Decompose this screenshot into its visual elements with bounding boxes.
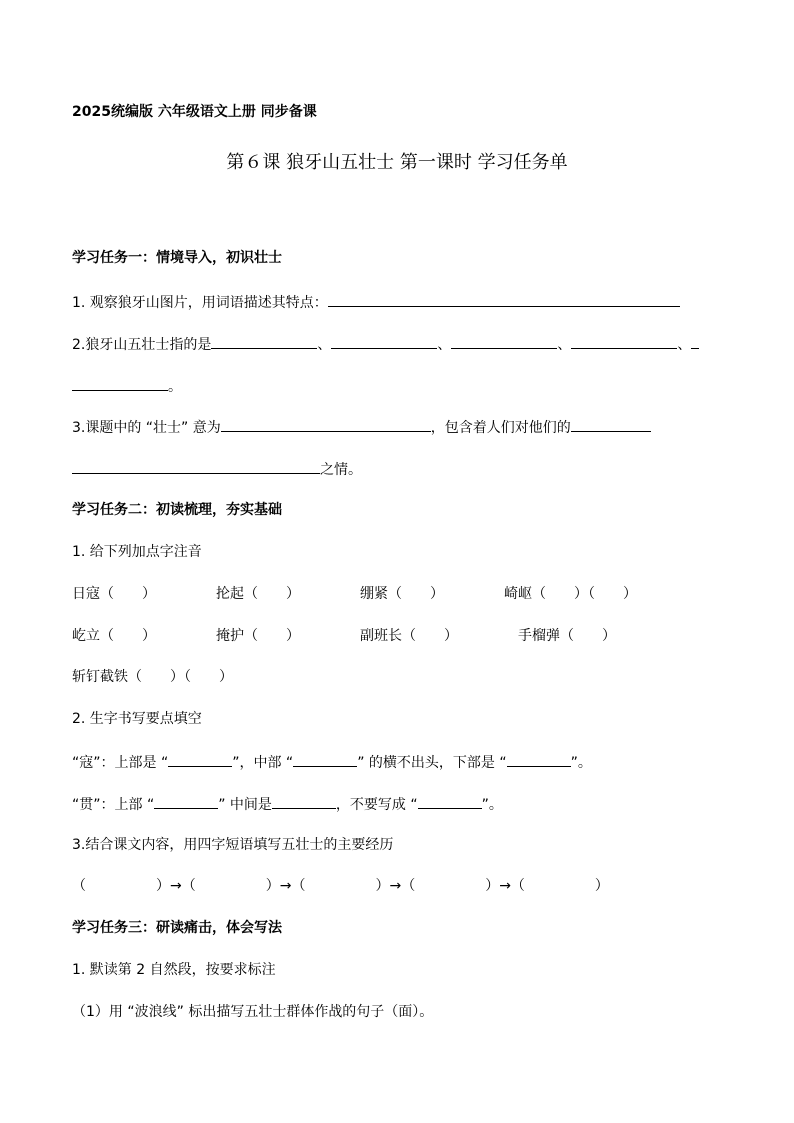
answer-blank[interactable] — [331, 333, 437, 349]
answer-blank[interactable] — [571, 333, 677, 349]
kou-text-d: ”。 — [570, 755, 592, 771]
guan-text-b: ” 中间是 — [218, 797, 272, 813]
task1-q2-cont — [72, 375, 182, 397]
task3-heading: 学习任务三：研读痛击，体会写法 — [72, 920, 282, 936]
answer-blank[interactable] — [168, 751, 232, 767]
answer-blank[interactable] — [451, 333, 557, 349]
period: 。 — [168, 379, 182, 395]
task1-q1 — [72, 291, 680, 313]
task2-row3-item: 斩钉截铁（ ）（ ） — [72, 669, 233, 685]
task1-q2 — [72, 333, 699, 355]
answer-blank[interactable] — [272, 793, 336, 809]
task1-q3-pre: 3.课题中的 “壮士” 意为 — [72, 420, 221, 436]
task2-row1-item: 崎岖（ ）（ ） — [504, 586, 637, 602]
task2-guan — [72, 793, 503, 815]
task2-heading: 学习任务二：初读梳理，夯实基础 — [72, 502, 282, 518]
answer-blank[interactable] — [154, 793, 218, 809]
task1-q3 — [72, 416, 651, 438]
answer-blank[interactable] — [418, 793, 482, 809]
guan-text-d: ”。 — [481, 797, 503, 813]
answer-blank[interactable] — [571, 416, 651, 432]
task1-q3-cont — [72, 458, 362, 480]
separator: 、 — [557, 337, 572, 353]
task2-row1-item: 日寇（ ） — [72, 586, 156, 602]
doc-header: 2025统编版 六年级语文上册 同步备课 — [72, 104, 317, 120]
task2-q1: 1. 给下列加点字注音 — [72, 544, 202, 560]
task2-row1-item: 抡起（ ） — [216, 586, 300, 602]
guan-text-a: “贯”：上部 “ — [72, 797, 155, 813]
task1-heading: 学习任务一：情境导入，初识壮士 — [72, 250, 282, 266]
task2-row1-item: 绷紧（ ） — [360, 586, 444, 602]
task1-q3-mid: ，包含着人们对他们的 — [430, 420, 571, 436]
answer-blank[interactable] — [221, 416, 431, 432]
page-title: 第６课 狼牙山五壮士 第一课时 学习任务单 — [226, 152, 568, 173]
kou-text-c: ” 的横不出头，下部是 “ — [357, 755, 507, 771]
experience-flow: （ ）→（ ）→（ ）→（ ）→（ ） — [72, 878, 609, 894]
separator: 、 — [677, 337, 692, 353]
task3-q1a: （1）用 “波浪线” 标出描写五壮士群体作战的句子（面）。 — [72, 1004, 434, 1020]
task2-row2-item: 手榴弹（ ） — [518, 628, 616, 644]
task2-row2-item: 副班长（ ） — [360, 628, 458, 644]
task3-q1: 1. 默读第 2 自然段，按要求标注 — [72, 962, 276, 978]
task1-q3-end: 之情。 — [320, 462, 362, 478]
task2-row2-item: 屹立（ ） — [72, 628, 156, 644]
task2-row2-item: 掩护（ ） — [216, 628, 300, 644]
answer-blank[interactable] — [691, 333, 699, 349]
kou-text-b: ”，中部 “ — [232, 755, 294, 771]
answer-blank[interactable] — [72, 375, 168, 391]
task1-q1-text: 1. 观察狼牙山图片，用词语描述其特点： — [72, 295, 328, 311]
separator: 、 — [437, 337, 452, 353]
answer-blank[interactable] — [72, 458, 320, 474]
answer-blank[interactable] — [507, 751, 571, 767]
kou-text-a: “寇”：上部是 “ — [72, 755, 169, 771]
answer-blank[interactable] — [211, 333, 317, 349]
task2-kou — [72, 751, 592, 773]
task2-q3: 3.结合课文内容，用四字短语填写五壮士的主要经历 — [72, 837, 394, 853]
task2-q2: 2. 生字书写要点填空 — [72, 711, 202, 727]
answer-blank[interactable] — [293, 751, 357, 767]
separator: 、 — [317, 337, 332, 353]
task1-q2-text: 2.狼牙山五壮士指的是 — [72, 337, 212, 353]
guan-text-c: ，不要写成 “ — [335, 797, 418, 813]
answer-blank[interactable] — [328, 291, 680, 307]
